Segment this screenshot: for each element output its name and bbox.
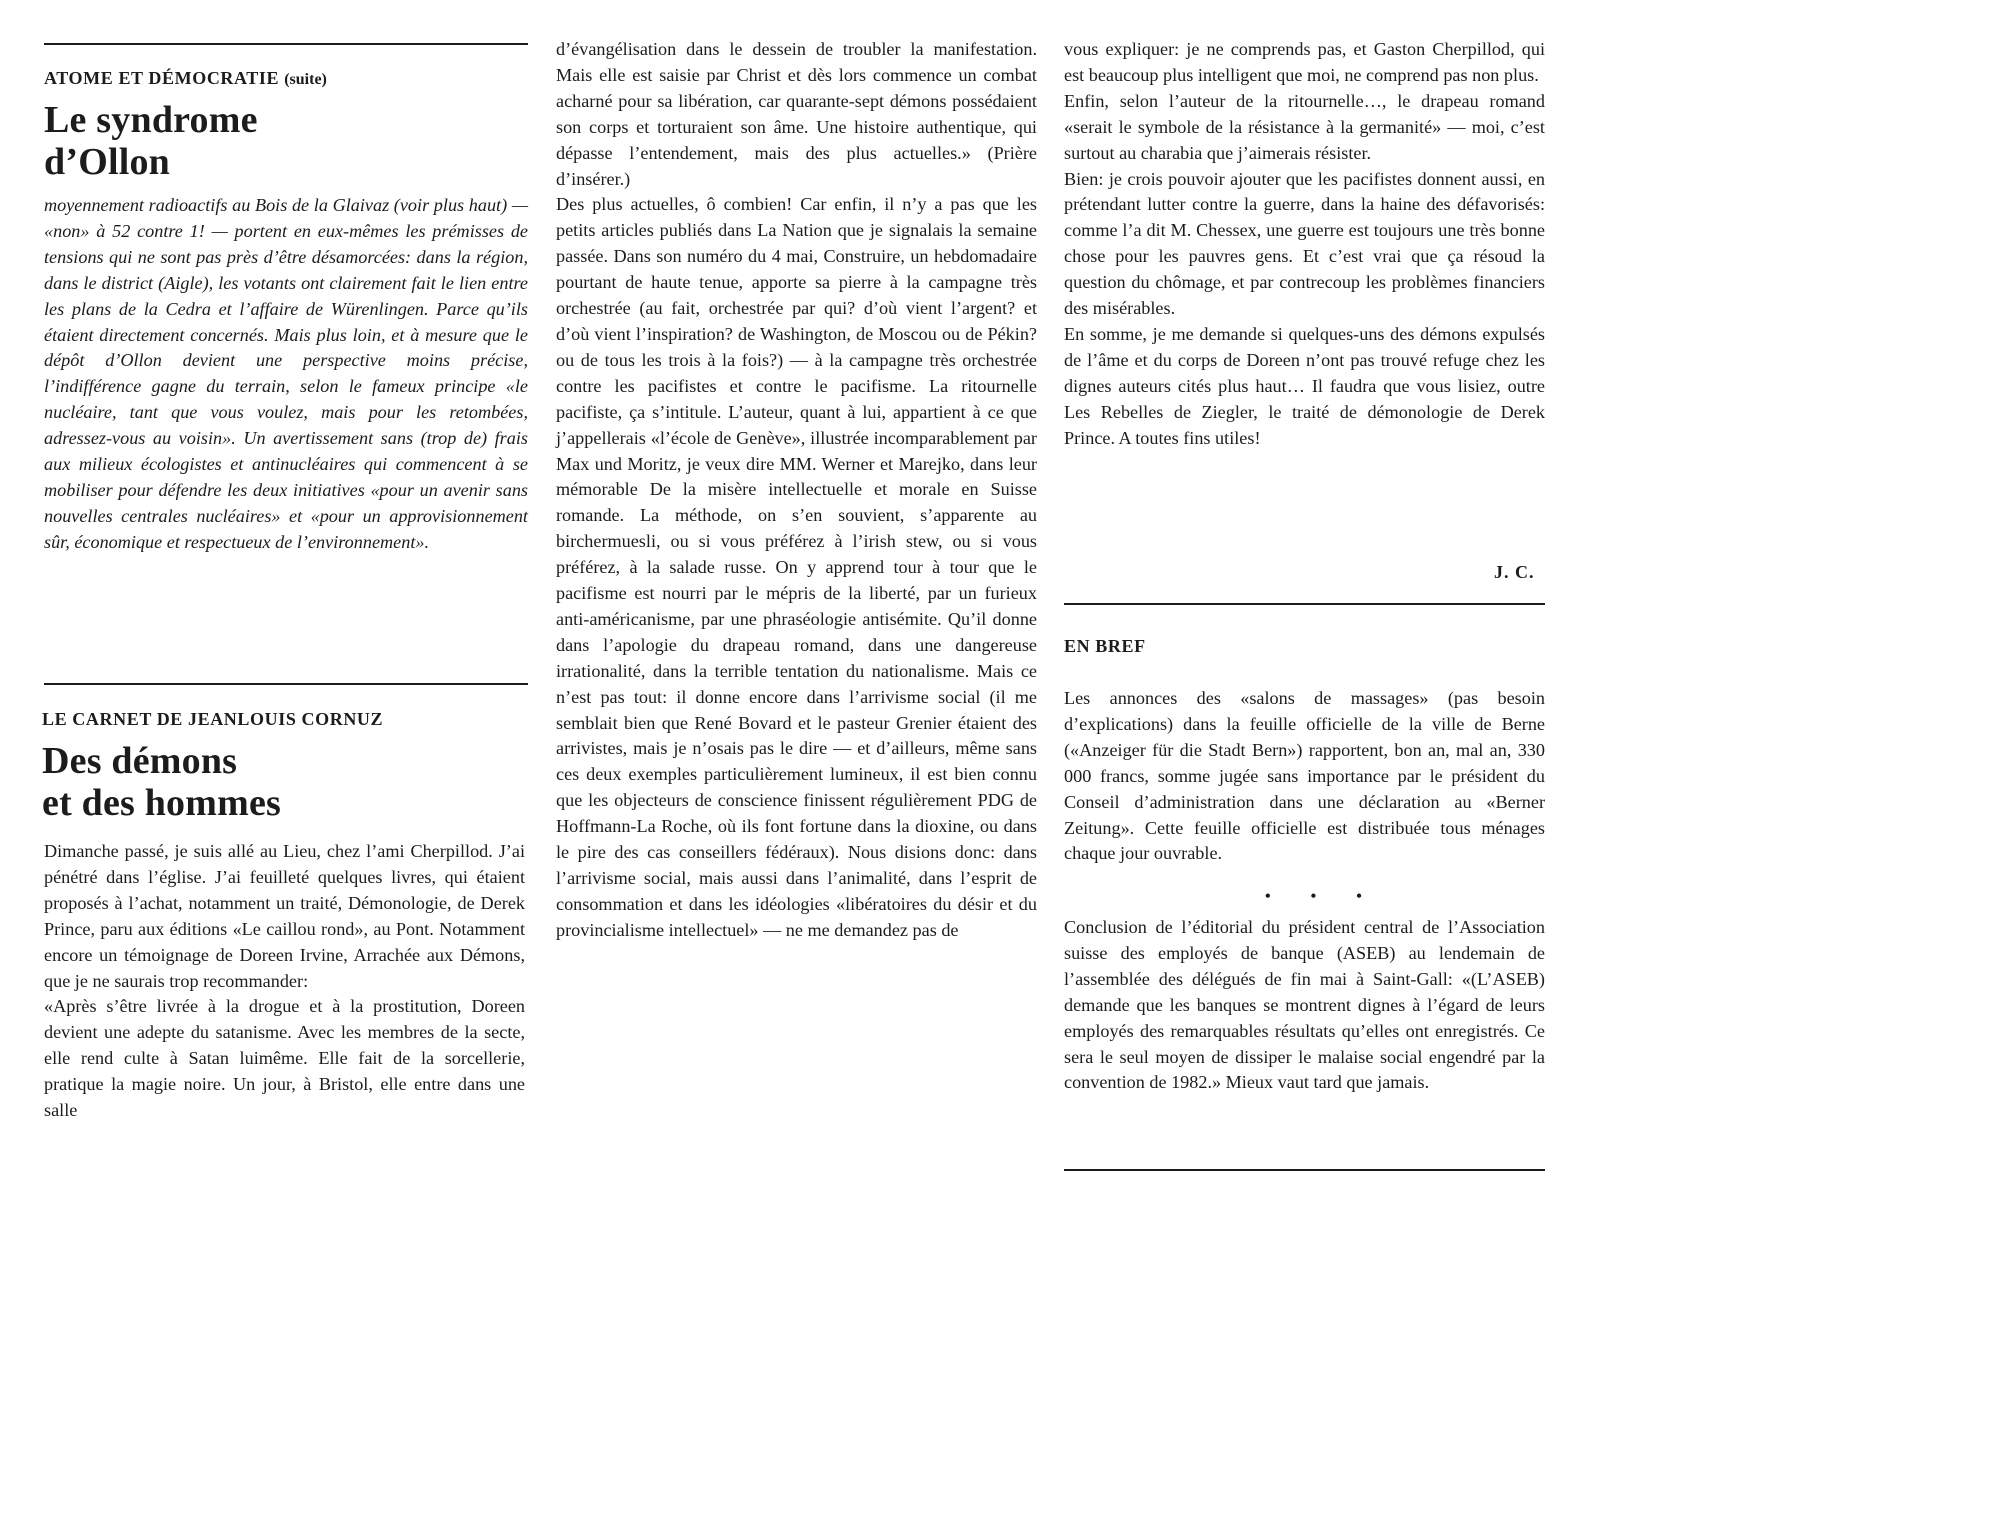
brief-1 <box>1064 686 1545 867</box>
section2-title <box>42 740 281 824</box>
section2-body <box>44 839 525 1124</box>
brief-2 <box>1064 915 1545 1096</box>
middle-column-body <box>556 37 1037 944</box>
section1-title-line1: Le syndrome <box>44 99 258 141</box>
section2-paragraph: Dimanche passé, je suis allé au Lieu, chez l’ami Cherpillod. J’ai pénétré dans l’église. J’ai feuilleté quelques livres, qui étaient proposés à l’achat, notamment un traité, Démonologie, de Derek Prince, paru aux éditions «Le caillou rond», au Pont. Notamment encore un témoignage de Doreen Irvine, Arrachée aux Démons, que je ne saurais trop recommander: <box>44 841 525 991</box>
section2-kicker: LE CARNET DE JEANLOUIS CORNUZ <box>42 709 384 729</box>
brief-separator: • • • <box>1265 888 1380 905</box>
brief-1-text: Les annonces des «salons de massages» (pas besoin d’explications) dans la feuille officielle de la ville de Berne («Anzeiger für die Stadt Bern») rapportent, bon an, mal an, 330 000 francs, somme jugée sans importance par le président du Conseil d’administration dans une déclaration au «Berner Zeitung». Cette feuille officielle est distribuée tous ménages chaque jour ouvrable. <box>1064 688 1545 864</box>
brief-2-text: Conclusion de l’éditorial du président central de l’Association suisse des employés de banque (ASEB) au lendemain de l’assemblée des délégués de fin mai à Saint-Gall: «(L’ASEB) demande que les banques se montrent dignes à l’égard de leurs employés des remarquables résultats qu’elles ont enregistrés. Ce sera le seul moyen de dissiper le malaise social engendré par la convention de 1982.» Mieux vaut tard que jamais. <box>1064 917 1545 1093</box>
section1-body-text: moyennement radioactifs au Bois de la Glaivaz (voir plus haut) — «non» à 52 contre 1! — portent en eux-mêmes les prémisses de tensions qui ne sont pas près d’être désamorcées: dans la région, dans le district (Aigle), les votants ont clairement fait le lien entre les plans de la Cedra et l’affaire de Würenlingen. Parce qu’ils étaient directement concernés. Mais plus loin, et à mesure que le dépôt d’Ollon devient une perspective moins précise, l’indifférence gagne du terrain, selon le fameux principe «le nucléaire, tant que vous voulez, mais pour les retombées, adressez-vous au voisin». Un avertissement sans (trop de) frais aux milieux écologistes et antinucléaires qui commencent à se mobiliser pour défendre les deux initiatives «pour un avenir sans nouvelles centrales nucléaires» et «pour un approvisionnement sûr, économique et respectueux de l’environnement». <box>44 195 528 552</box>
top-rule-left <box>44 43 528 45</box>
section1-body <box>44 193 528 556</box>
section1-kicker-suffix: (suite) <box>284 71 327 88</box>
right-paragraph-4: En somme, je me demande si quelques-uns des démons expulsés de l’âme et du corps de Doreen n’ont pas trouvé refuge chez les dignes auteurs cités plus haut… Il faudra que vous lisiez, outre Les Rebelles de Ziegler, le traité de démonologie de Derek Prince. A toutes fins utiles! <box>1064 323 1545 448</box>
section2-quote: «Après s’être livrée à la drogue et à la prostitution, Doreen devient une adepte du satanisme. Avec les membres de la secte, elle rend culte à Satan luimême. Elle fait de la sorcellerie, pratique la magie noire. Un jour, à Bristol, elle entre dans une salle <box>44 996 525 1121</box>
right-column-body <box>1064 37 1545 452</box>
section1-title-line2: d’Ollon <box>44 141 170 183</box>
middle-paragraph-1: d’évangélisation dans le dessein de troubler la manifestation. Mais elle est saisie par Christ et dès lors commence un combat acharné pour sa libération, car quarante-sept démons possédaient son corps et torturaient son âme. Une histoire authentique, qui dépasse l’entendement, mais des plus actuelles.» (Prière d’insérer.) <box>556 39 1037 189</box>
author-signature: J. C. <box>1494 562 1535 582</box>
bottom-rule-right <box>1064 1169 1545 1171</box>
section-divider-right <box>1064 603 1545 605</box>
section2-title-line1: Des démons <box>42 740 238 782</box>
right-paragraph-3: Bien: je crois pouvoir ajouter que les pacifistes donnent aussi, en prétendant lutter contre la guerre, dans la haine des défavorisés: comme l’a dit M. Chessex, une guerre est toujours une très bonne chose pour les pauvres gens. Et c’est vrai que ça résoud la question du chômage, et par contrecoup les problèmes financiers des misérables. <box>1064 168 1545 319</box>
section-divider-left <box>44 683 528 685</box>
right-paragraph-1: vous expliquer: je ne comprends pas, et Gaston Cherpillod, qui est beaucoup plus intelligent que moi, ne comprend pas non plus. <box>1064 39 1545 85</box>
section1-kicker <box>44 68 327 89</box>
section2-title-line2: et des hommes <box>42 782 282 824</box>
section1-title <box>44 99 258 183</box>
middle-paragraph-2: Des plus actuelles, ô combien! Car enfin, il n’y a pas que les petits articles publiés dans La Nation que je signalais la semaine passée. Dans son numéro du 4 mai, Construire, un hebdomadaire pourtant de haute tenue, apporte sa pierre à la campagne très orchestrée (au fait, orchestrée par qui? d’où vient l’argent? et d’où vient l’inspiration? de Washington, de Moscou ou de Pékin? ou de tous les trois à la fois?) — à la campagne très orchestrée contre les pacifistes et contre le pacifisme. La ritournelle pacifiste, ça s’intitule. L’auteur, quant à lui, appartient à ce que j’appellerais «l’école de Genève», illustrée incomparablement par Max und Moritz, je veux dire MM. Werner et Marejko, dans leur mémorable De la misère intellectuelle et morale en Suisse romande. La méthode, on s’en souvient, s’apparente au birchermuesli, ou si vous préférez à l’irish stew, ou si vous préférez, à la salade russe. On y apprend tour à tour que le pacifisme est nourri par le mépris de la liberté, par un furieux anti-américanisme, par une phraséologie antisémite. Qu’il donne dans l’apologie du drapeau romand, dans une dangereuse irrationalité, dans la terrible tentation du nationalisme. Mais ce n’est pas tout: il donne encore dans l’arrivisme social (il me semblait bien que René Bovard et le pasteur Grenier étaient des arrivistes, mais je n’osais pas le dire — et d’ailleurs, même sans ces deux exemples particulièrement lumineux, il est bien connu que les objecteurs de conscience finissent régulièrement PDG de Hoffmann-La Roche, où ils font fortune dans la dioxine, ou dans le pire des cas conseillers fédéraux). Nous disions donc: dans l’arrivisme social, mais aussi dans l’animalité, dans l’esprit de consommation et dans les idéologies «libératoires du désir et du provincialisme intellectuel» — ne me demandez pas de <box>556 194 1037 940</box>
section1-kicker-text: ATOME ET DÉMOCRATIE <box>44 68 280 88</box>
right-paragraph-2: Enfin, selon l’auteur de la ritournelle…, le drapeau romand «serait le symbole de la résistance à la germanité» — moi, c’est surtout au charabia que j’aimerais résister. <box>1064 90 1545 163</box>
brief-kicker: EN BREF <box>1064 636 1146 656</box>
